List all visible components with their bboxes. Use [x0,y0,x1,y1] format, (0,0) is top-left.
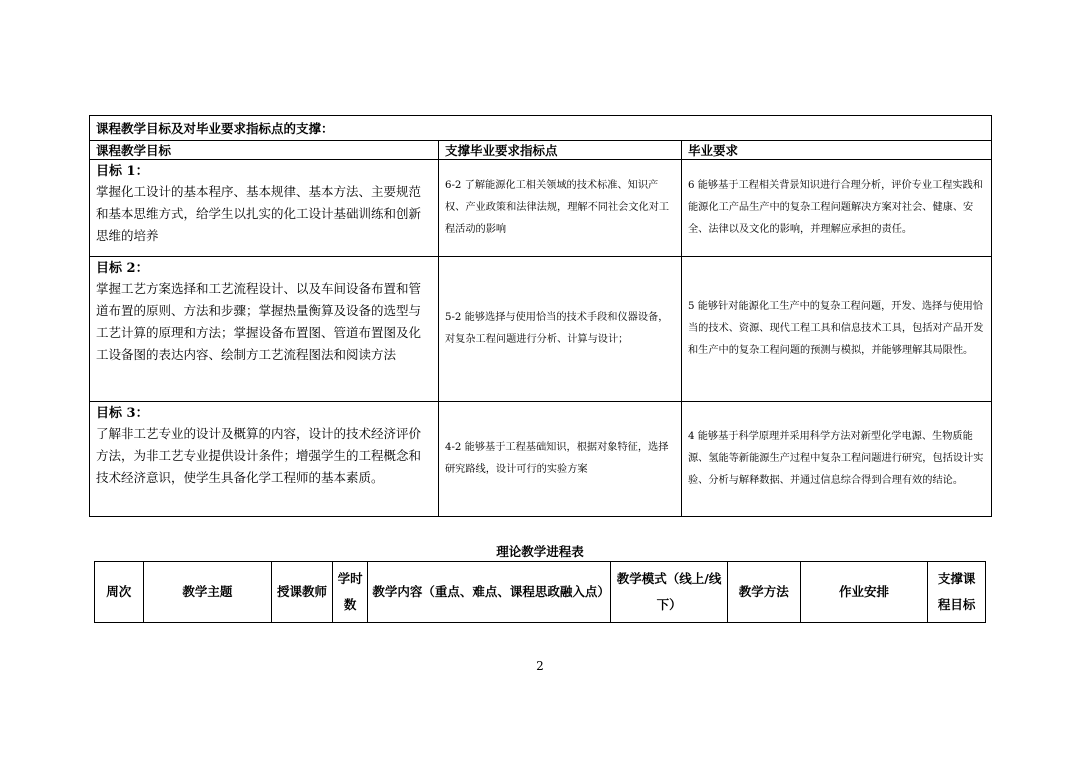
goal-title: 目标 3： [96,406,149,421]
schedule-title: 理论教学进程表 [496,544,584,559]
header-homework: 作业安排 [800,562,928,623]
goal-cell [90,402,439,517]
schedule-table [94,561,986,623]
page-number: 2 [536,659,544,673]
header-support-goal: 支撑课程目标 [928,562,986,623]
header-mode: 教学模式（线上/线下） [611,562,727,623]
table-row [90,402,992,517]
goal-title: 目标 2： [96,261,149,276]
header-requirement: 毕业要求 [682,141,992,160]
goal-support-table [89,115,992,517]
header-week: 周次 [95,562,144,623]
indicator-cell: 5-2 能够选择与使用恰当的技术手段和仪器设备，对复杂工程问题进行分析、计算与设计； [439,257,682,402]
header-topic: 教学主题 [143,562,272,623]
header-goal: 课程教学目标 [90,141,439,160]
requirement-cell: 6 能够基于工程相关背景知识进行合理分析，评价专业工程实践和能源化工产品生产中的复杂工程问题解决方案对社会、健康、安全、法律以及文化的影响，并理解应承担的责任。 [682,160,992,257]
header-indicator: 支撑毕业要求指标点 [439,141,682,160]
header-content: 教学内容（重点、难点、课程思政融入点） [368,562,611,623]
header-hours: 学时数 [332,562,367,623]
goal-text: 掌握工艺方案选择和工艺流程设计、以及车间设备布置和管道布置的原则、方法和步骤；掌握热量衡算及设备的选型与工艺计算的原理和方法；掌握设备布置图、管道布置图及化工设备图的表达内容、绘制方工艺流程图法和阅读方法 [96,281,422,362]
table-row [90,257,992,402]
requirement-cell: 5 能够针对能源化工生产中的复杂工程问题，开发、选择与使用恰当的技术、资源、现代工程工具和信息技术工具，包括对产品开发和生产中的复杂工程问题的预测与模拟，并能够理解其局限性。 [682,257,992,402]
header-method: 教学方法 [727,562,800,623]
goal-title: 目标 1： [96,164,149,179]
indicator-cell: 6-2 了解能源化工相关领域的技术标准、知识产权、产业政策和法律法规，理解不同社会文化对工程活动的影响 [439,160,682,257]
goal-text: 掌握化工设计的基本程序、基本规律、基本方法、主要规范和基本思维方式，给学生以扎实的化工设计基础训练和创新思维的培养 [96,184,422,243]
table-caption: 课程教学目标及对毕业要求指标点的支撑： [90,116,992,141]
indicator-cell: 4-2 能够基于工程基础知识，根据对象特征，选择研究路线，设计可行的实验方案 [439,402,682,517]
schedule-header-row [95,562,986,623]
header-teacher: 授课教师 [272,562,333,623]
table-row [90,160,992,257]
goal-text: 了解非工艺专业的设计及概算的内容，设计的技术经济评价方法，为非工艺专业提供设计条件；增强学生的工程概念和技术经济意识，使学生具备化学工程师的基本素质。 [96,426,422,485]
requirement-cell: 4 能够基于科学原理并采用科学方法对新型化学电源、生物质能源、氢能等新能源生产过程中复杂工程问题进行研究，包括设计实验、分析与解释数据、并通过信息综合得到合理有效的结论。 [682,402,992,517]
goal-cell [90,257,439,402]
table-header-row [90,141,992,160]
goal-cell [90,160,439,257]
